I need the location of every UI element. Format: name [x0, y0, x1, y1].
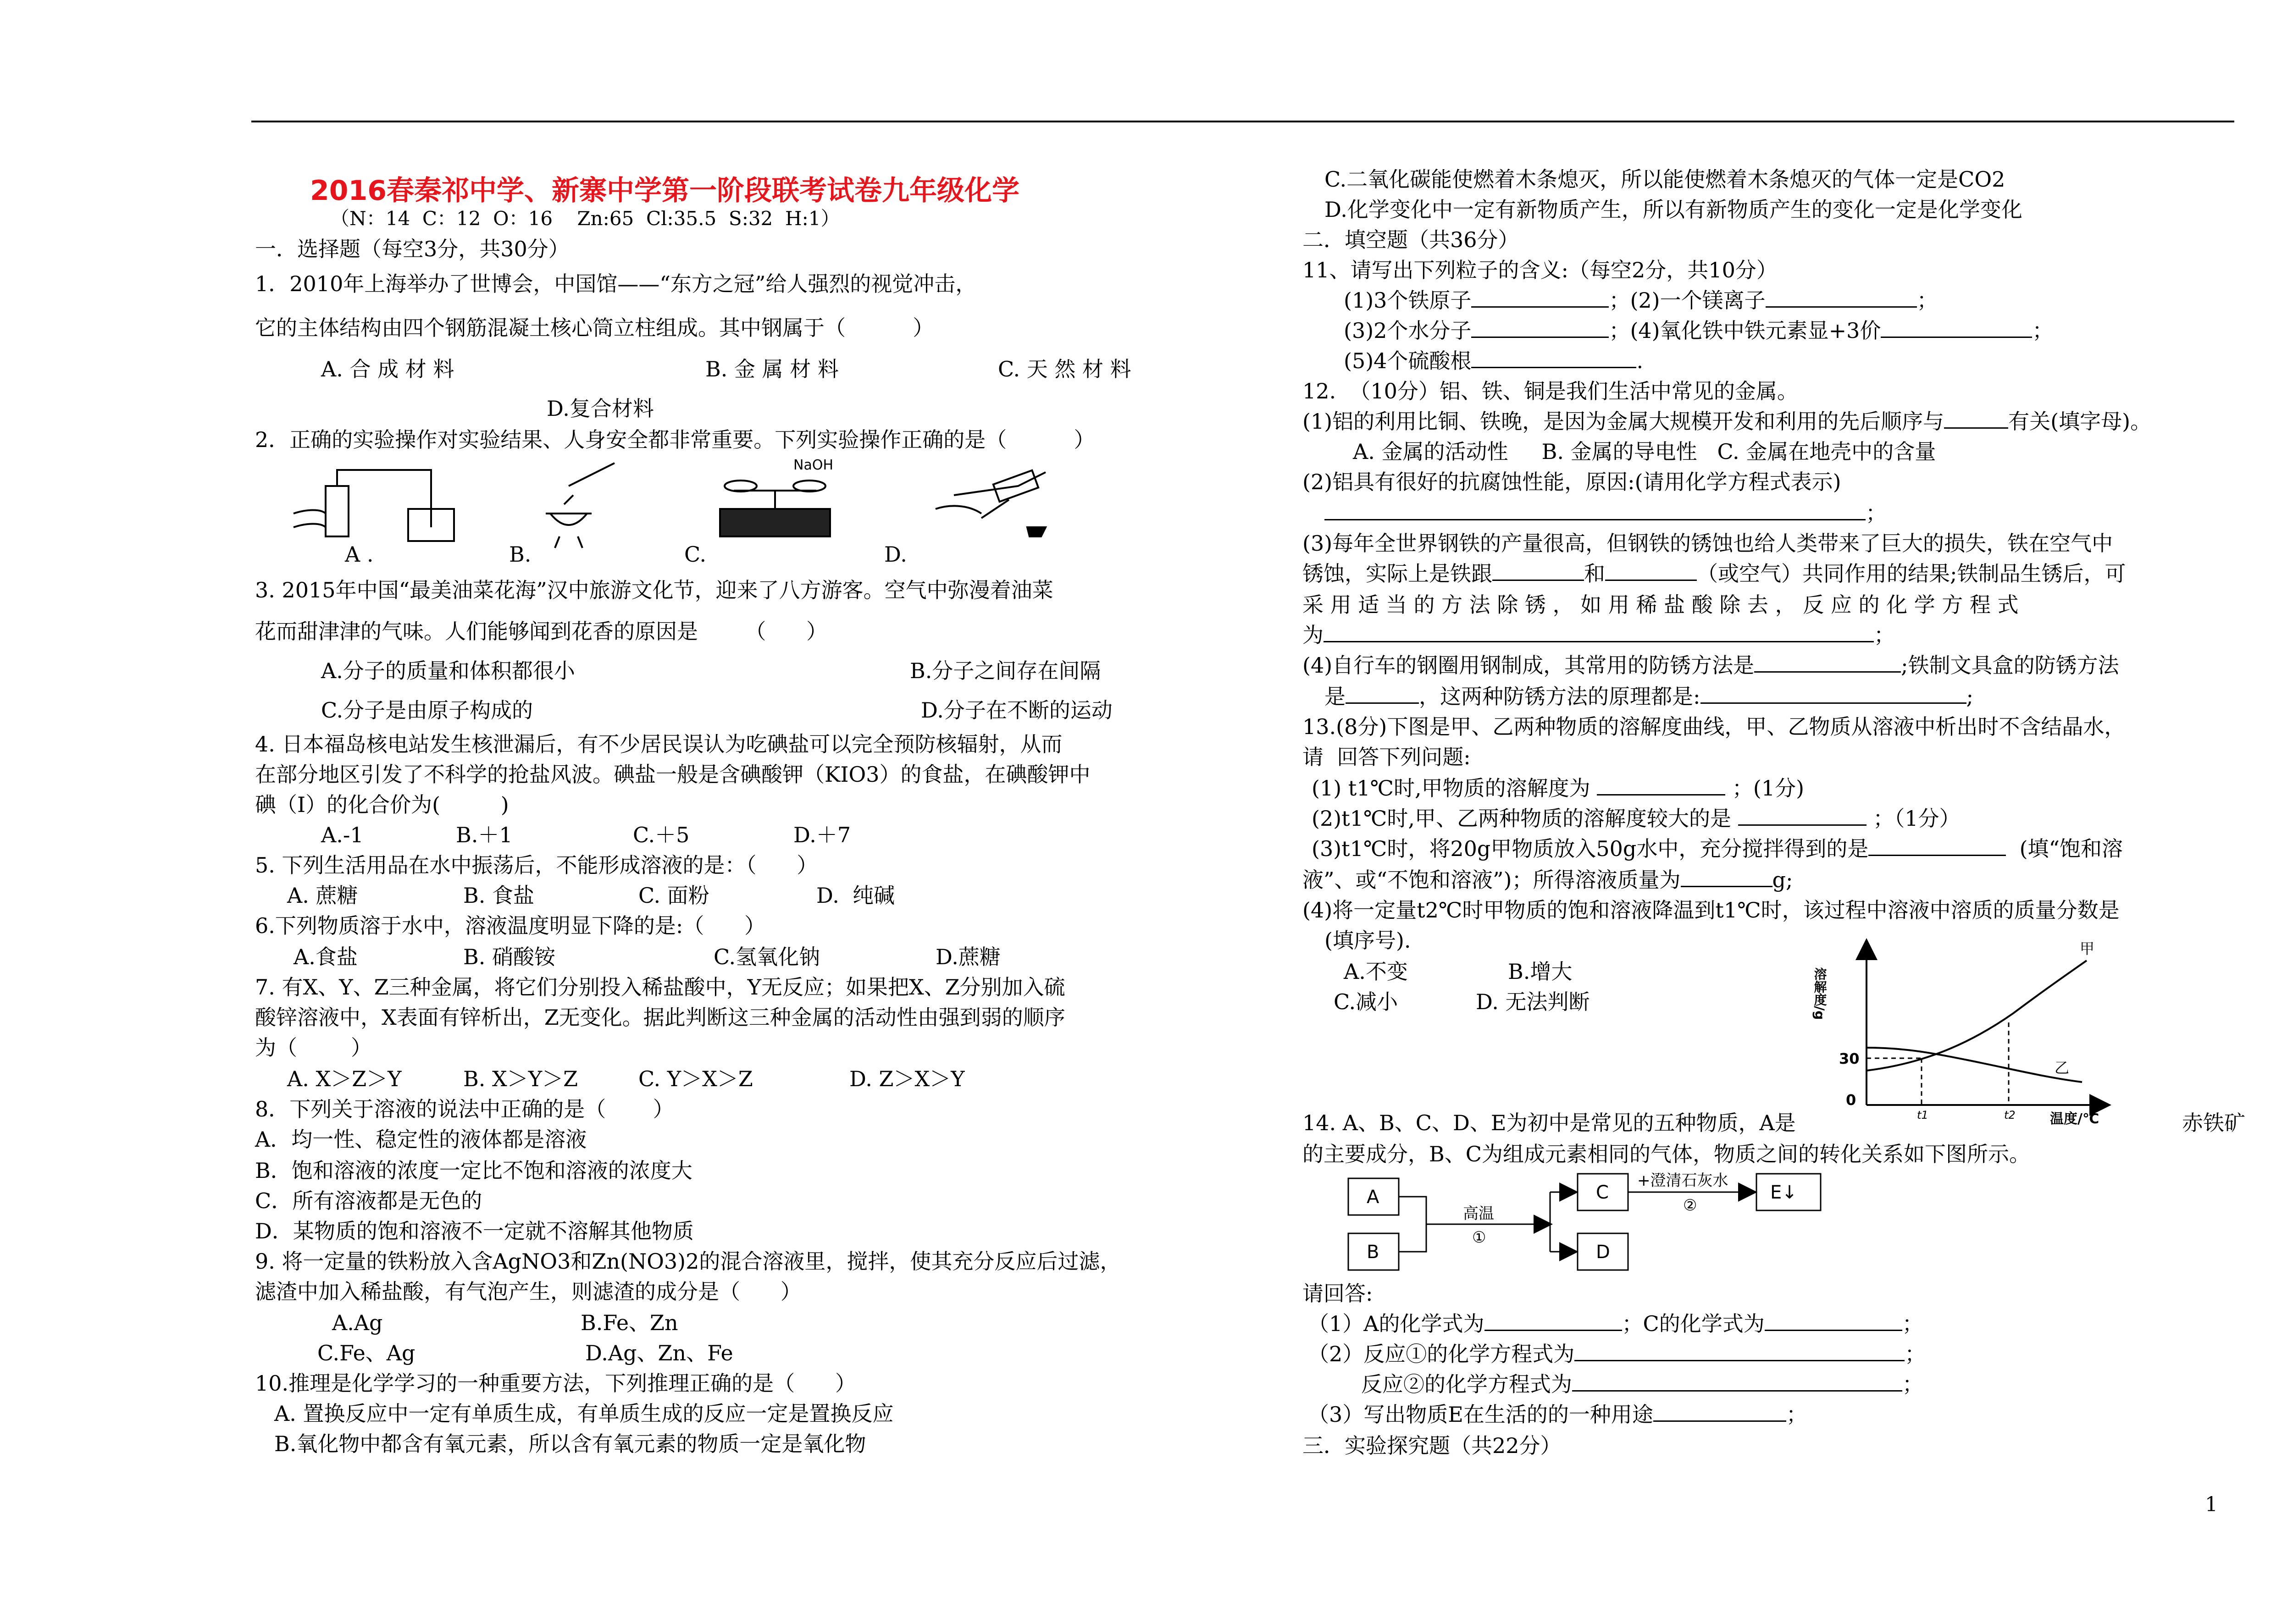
q1-option-a: A. 合 成 材 料: [321, 357, 454, 381]
q7-option-a: A. X＞Z＞Y: [287, 1066, 402, 1091]
q11-item-3-label: (3)2个水分子: [1344, 318, 1472, 343]
q9-line1: 9. 将一定量的铁粉放入含AgNO3和Zn(NO3)2的混合溶液里，搅拌，使其充分反应后过滤，: [255, 1249, 1121, 1274]
page-number: 1: [2205, 1493, 2218, 1516]
q14-part1-label-b: ；C的化学式为: [1622, 1311, 1765, 1336]
airtightness-check-icon: [294, 470, 454, 541]
header-rule: [251, 121, 2234, 122]
q12-part4-label-c: 是: [1324, 684, 1346, 709]
evaporation-icon: [546, 463, 615, 548]
q11-text: 11、请写出下列粒子的含义:（每空2分，共10分）: [1302, 258, 1778, 282]
q12-part1: [1302, 408, 2151, 435]
q5-text: 5. 下列生活用品在水中振荡后，不能形成溶液的是：（ ）: [255, 853, 818, 878]
q14-line2: 的主要成分，B、C为组成元素相同的气体，物质之间的转化关系如下图所示。: [1302, 1142, 2030, 1166]
reply-label: 请回答:: [1302, 1281, 1373, 1306]
q12-text: 12. （10分）铝、铁、铜是我们生活中常见的金属。: [1302, 379, 1798, 403]
q13-part1: [1312, 775, 1804, 801]
q4-option-c: C.＋5: [633, 823, 690, 847]
q12-part3-label-d: 为: [1302, 623, 1324, 647]
q13-option-c: C.减小: [1334, 989, 1398, 1014]
q6-option-c: C.氢氧化钠: [714, 945, 820, 969]
q12-part1-label: (1)铝的利用比铜、铁晚，是因为金属大规模开发和利用的先后顺序与: [1302, 409, 1944, 434]
q3-line1: 3. 2015年中国“最美油菜花海”汉中旅游文化节，迎来了八方游客。空气中弥漫着油菜: [255, 578, 1053, 602]
q3-option-d: D.分子在不断的运动: [921, 698, 1113, 723]
q13-part4-line1: (4)将一定量t2℃时甲物质的饱和溶液降温到t1℃时，该过程中溶液中溶质的质量分数是: [1302, 898, 2120, 922]
q7-option-b: B. X＞Y＞Z: [463, 1066, 578, 1091]
q5-option-b: B. 食盐: [463, 883, 535, 908]
x-axis-label: 温度/℃: [2050, 1111, 2099, 1127]
q13-line1: 13.(8分)下图是甲、乙两种物质的溶解度曲线，甲、乙物质从溶液中析出时不含结晶水，: [1302, 714, 2126, 739]
q12-part3-line4: 为 ；: [1302, 623, 1895, 647]
q11-item-3: (3)2个水分子 ；(4)氧化铁中铁元素显+3价 ；: [1344, 318, 2054, 343]
q13-blank-2[interactable]: [1738, 805, 1867, 826]
q12-blank-1[interactable]: [1944, 408, 2008, 429]
q12-blank-4a[interactable]: [1754, 652, 1901, 673]
q1-line2: 它的主体结构由四个钢筋混凝土核心筒立柱组成。其中钢属于（ ）: [255, 315, 934, 340]
q13-part3-suffix: (填“饱和溶: [2019, 836, 2123, 861]
q11-blank-5[interactable]: [1471, 348, 1636, 368]
q8-text: 8．下列关于溶液的说法中正确的是（ ）: [255, 1097, 674, 1121]
q12-blank-3c[interactable]: [1324, 622, 1874, 642]
box-e-label: E↓: [1770, 1182, 1797, 1203]
q9-option-d: D.Ag、Zn、Fe: [585, 1341, 733, 1365]
q3-option-c: C.分子是由原子构成的: [321, 698, 533, 723]
q9-option-b: B.Fe、Zn: [581, 1310, 678, 1335]
q8-option-d: D．某物质的饱和溶液不一定就不溶解其他物质: [255, 1219, 694, 1243]
q9-option-c: C.Fe、Ag: [317, 1341, 415, 1365]
q13-part2-label: (2)t1℃时,甲、乙两种物质的溶解度较大的是: [1312, 806, 1731, 831]
box-c-label: C: [1596, 1182, 1609, 1203]
q12-blank-3b[interactable]: [1605, 560, 1697, 581]
q12-part1-options: A. 金属的活动性 B. 金属的导电性 C. 金属在地壳中的含量: [1353, 439, 1936, 464]
section-2-heading: 二．填空题（共36分）: [1302, 227, 1519, 252]
condition-1: 高温: [1463, 1204, 1494, 1223]
q14-blank-2[interactable]: [1765, 1310, 1902, 1331]
q13-option-a: A.不变: [1344, 959, 1408, 984]
q4-line2: 在部分地区引发了不科学的抢盐风波。碘盐一般是含碘酸钾（KIO3）的食盐，在碘酸钾中: [255, 762, 1091, 787]
q4-option-b: B.＋1: [456, 823, 513, 847]
q11-item-4-label: ；(4)氧化铁中铁元素显+3价: [1609, 318, 1881, 343]
q14-part2-line1: （2）反应①的化学方程式为 ；: [1308, 1342, 1926, 1366]
q8-option-a: A．均一性、稳定性的液体都是溶液: [255, 1127, 587, 1152]
q11-blank-1[interactable]: [1471, 287, 1609, 308]
q10-option-c: C.二氧化碳能使燃着木条熄灭，所以能使燃着木条熄灭的气体一定是CO2: [1324, 167, 2005, 192]
q12-blank-2[interactable]: [1324, 500, 1866, 520]
q12-blank-3a[interactable]: [1492, 560, 1584, 581]
q12-part3-line1: (3)每年全世界钢铁的产量很高，但钢铁的锈蚀也给人类带来了巨大的损失，铁在空气中: [1302, 531, 2113, 556]
q12-part4-label-b: ;铁制文具盒的防锈方法: [1901, 653, 2119, 678]
q12-blank-4c[interactable]: [1700, 683, 1966, 704]
y-tick-30: 30: [1839, 1050, 1860, 1067]
q1-option-d: D.复合材料: [547, 396, 654, 421]
q13-blank-1[interactable]: [1597, 775, 1725, 795]
q2-apparatus-images: [294, 458, 1156, 550]
box-d-label: D: [1596, 1242, 1610, 1263]
q1-option-b: B. 金 属 材 料: [705, 357, 839, 381]
q5-option-a: A. 蔗糖: [287, 883, 358, 908]
q12-part3-label-c: （或空气）共同作用的结果;铁制品生锈后，可: [1697, 561, 2126, 586]
q4-option-d: D.＋7: [793, 823, 851, 847]
q11-item-5: (5)4个硫酸根 .: [1344, 348, 1644, 373]
q14-part1-label-a: （1）A的化学式为: [1308, 1311, 1484, 1336]
box-b-label: B: [1367, 1242, 1379, 1263]
q4-option-a: A.-1: [321, 823, 364, 847]
q1-line1: 1．2010年上海举办了世博会，中国馆——“东方之冠”给人强烈的视觉冲击，: [255, 271, 977, 296]
q12-part3-line2: [1302, 560, 2126, 587]
q13-part3-line2: [1302, 867, 1793, 893]
x-tick-t1: t1: [1917, 1109, 1928, 1121]
q7-line2: 酸锌溶液中，X表面有锌析出，Z无变化。据此判断这三种金属的活动性由强到弱的顺序: [255, 1005, 1065, 1030]
q14-line1-tail: 赤铁矿: [2182, 1110, 2245, 1135]
q3-option-b: B.分子之间存在间隔: [910, 658, 1101, 683]
q14-line1: 14. A、B、C、D、E为初中是常见的五种物质，A是: [1302, 1110, 1796, 1135]
q5-option-c: C. 面粉: [638, 883, 709, 908]
q2-text: 2．正确的实验操作对实验结果、人身安全都非常重要。下列实验操作正确的是（ ）: [255, 427, 1095, 452]
q14-blank-3[interactable]: [1574, 1341, 1905, 1361]
balance-icon: [720, 481, 830, 536]
q13-part3-line1: [1312, 835, 2123, 862]
q2-option-b: B.: [509, 542, 532, 567]
reaction-flow-diagram: [1348, 1165, 1935, 1284]
q2-naoh-label: NaOH: [793, 457, 833, 473]
q11-blank-3[interactable]: [1471, 317, 1609, 338]
q3-line2: 花而甜津津的气味。人们能够闻到花香的原因是 （ ）: [255, 619, 828, 644]
q12-part4-line2: 是 ，这两种防锈方法的原理都是: ;: [1324, 684, 1973, 709]
q11-blank-2[interactable]: [1766, 287, 1917, 308]
q4-line1: 4. 日本福岛核电站发生核泄漏后，有不少居民误认为吃碘盐可以完全预防核辐射，从而: [255, 732, 1063, 757]
q10-option-b: B.氧化物中都含有氧元素，所以含有氧元素的物质一定是氧化物: [274, 1431, 866, 1456]
page-title: 2016春秦祁中学、新寨中学第一阶段联考试卷九年级化学: [310, 175, 1019, 207]
q6-option-d: D.蔗糖: [936, 945, 1001, 969]
q12-part1-suffix: 有关(填字母)。: [2008, 409, 2152, 434]
q11-item-2-label: ；(2)一个镁离子: [1609, 288, 1766, 313]
q12-part4-line1: [1302, 652, 2119, 679]
condition-2: +澄清石灰水: [1637, 1171, 1728, 1190]
q2-option-d: D.: [884, 542, 907, 567]
q12-blank-4b[interactable]: [1346, 683, 1419, 704]
q7-option-d: D. Z＞X＞Y: [849, 1066, 965, 1091]
q2-option-a: A .: [345, 542, 374, 567]
solubility-chart: [1812, 940, 2110, 1132]
q13-part3-label: (3)t1℃时，将20g甲物质放入50g水中，充分搅拌得到的是: [1312, 836, 1869, 861]
section-3-heading: 三．实验探究题（共22分）: [1302, 1433, 1562, 1458]
q9-option-a: A.Ag: [332, 1310, 383, 1335]
q6-option-a: A.食盐: [294, 945, 358, 969]
x-tick-t2: t2: [2004, 1109, 2016, 1121]
q7-line1: 7. 有X、Y、Z三种金属，将它们分别投入稀盐酸中，Y无反应；如果把X、Z分别加入硫: [255, 975, 1065, 1000]
q13-part4-line2: (填序号).: [1324, 928, 1411, 953]
series-jia-label: 甲: [2080, 940, 2095, 957]
q14-blank-5[interactable]: [1653, 1401, 1786, 1422]
q10-text: 10.推理是化学学习的一种重要方法，下列推理正确的是（ ）: [255, 1371, 856, 1396]
q13-part3-unit: g;: [1772, 867, 1793, 892]
q14-blank-4[interactable]: [1572, 1371, 1902, 1392]
section-1-heading: 一．选择题（每空3分，共30分）: [255, 237, 570, 261]
q2-option-c: C.: [684, 542, 707, 567]
q13-blank-3[interactable]: [1868, 835, 2006, 856]
y-axis-label: 溶解度/g: [1812, 967, 1828, 1020]
q13-part1-score: ；(1分): [1732, 776, 1805, 801]
q12-part3-label-b: 和: [1584, 561, 1605, 586]
q1-option-c: C. 天 然 材 料: [998, 357, 1131, 381]
q14-part2-line2: 反应②的化学方程式为 ；: [1361, 1372, 1923, 1397]
q14-part2-label-a: （2）反应①的化学方程式为: [1308, 1342, 1575, 1366]
q12-part3-line3: 采 用 适 当 的 方 法 除 锈 ， 如 用 稀 盐 酸 除 去 ， 反 应 的 化 学 方 程 式: [1302, 592, 2019, 617]
q8-option-c: C．所有溶液都是无色的: [255, 1188, 482, 1213]
q6-text: 6.下列物质溶于水中，溶液温度明显下降的是:（ ）: [255, 913, 766, 938]
q11-blank-4[interactable]: [1881, 317, 2032, 338]
q13-part1-label: (1) t1℃时,甲物质的溶解度为: [1312, 776, 1590, 801]
q13-line2: 请 回答下列问题:: [1302, 745, 1471, 769]
q12-part3-label-a: 锈蚀，实际上是铁跟: [1302, 561, 1492, 586]
q13-part2-score: ；（1分）: [1873, 806, 1961, 831]
series-yi-label: 乙: [2055, 1059, 2070, 1077]
q13-part2: [1312, 805, 1961, 832]
q12-part2-answer: ；: [1324, 500, 1887, 526]
q3-option-a: A.分子的质量和体积都很小: [321, 658, 575, 683]
q11-item-5-label: (5)4个硫酸根: [1344, 348, 1472, 373]
reaction-2-label: ②: [1683, 1196, 1697, 1215]
q12-part4-label-d: ，这两种防锈方法的原理都是:: [1419, 684, 1700, 709]
q13-blank-4[interactable]: [1681, 867, 1772, 887]
q7-line3: 为（ ）: [255, 1035, 372, 1060]
q4-line3: 碘（I）的化合价为( ): [255, 792, 509, 817]
q14-blank-1[interactable]: [1484, 1310, 1622, 1331]
q9-line2: 滤渣中加入稀盐酸，有气泡产生，则滤渣的成分是（ ）: [255, 1279, 802, 1304]
q14-part3-label: （3）写出物质E在生活的的一种用途: [1308, 1402, 1653, 1427]
test-tube-icon: [936, 470, 1046, 536]
q14-part1: （1）A的化学式为 ；C的化学式为 ；: [1308, 1311, 1923, 1336]
q10-option-a: A. 置换反应中一定有单质生成，有单质生成的反应一定是置换反应: [274, 1401, 894, 1426]
q14-part3: （3）写出物质E在生活的的一种用途 ；: [1308, 1402, 1807, 1427]
q8-option-b: B．饱和溶液的浓度一定比不饱和溶液的浓度大: [255, 1158, 692, 1183]
q11-item-1-label: (1)3个铁原子: [1344, 288, 1472, 313]
q12-part4-label-a: (4)自行车的钢圈用钢制成，其常用的防锈方法是: [1302, 653, 1755, 678]
series-jia-curve: [1867, 961, 2087, 1071]
reaction-1-label: ①: [1472, 1228, 1486, 1247]
q6-option-b: B. 硝酸铵: [463, 945, 556, 969]
q13-part3-label-b: 液”、或“不饱和溶液”)；所得溶液质量为: [1302, 867, 1681, 892]
q14-part2-label-b: 反应②的化学方程式为: [1361, 1372, 1572, 1397]
q7-option-c: C. Y＞X＞Z: [638, 1066, 753, 1091]
q5-option-d: D. 纯碱: [816, 883, 895, 908]
q11-item-1: (1)3个铁原子 ；(2)一个镁离子 ；: [1344, 288, 1938, 313]
atomic-masses: （N：14 C：12 O：16 Zn:65 Cl:35.5 S:32 H:1）: [330, 207, 840, 230]
y-tick-0: 0: [1846, 1091, 1856, 1109]
q12-part2: (2)铝具有很好的抗腐蚀性能，原因:(请用化学方程式表示): [1302, 470, 1841, 494]
q13-option-b: B.增大: [1508, 959, 1573, 984]
q13-option-d: D. 无法判断: [1476, 989, 1590, 1014]
box-a-label: A: [1367, 1187, 1379, 1208]
q10-option-d: D.化学变化中一定有新物质产生，所以有新物质产生的变化一定是化学变化: [1324, 197, 2022, 222]
